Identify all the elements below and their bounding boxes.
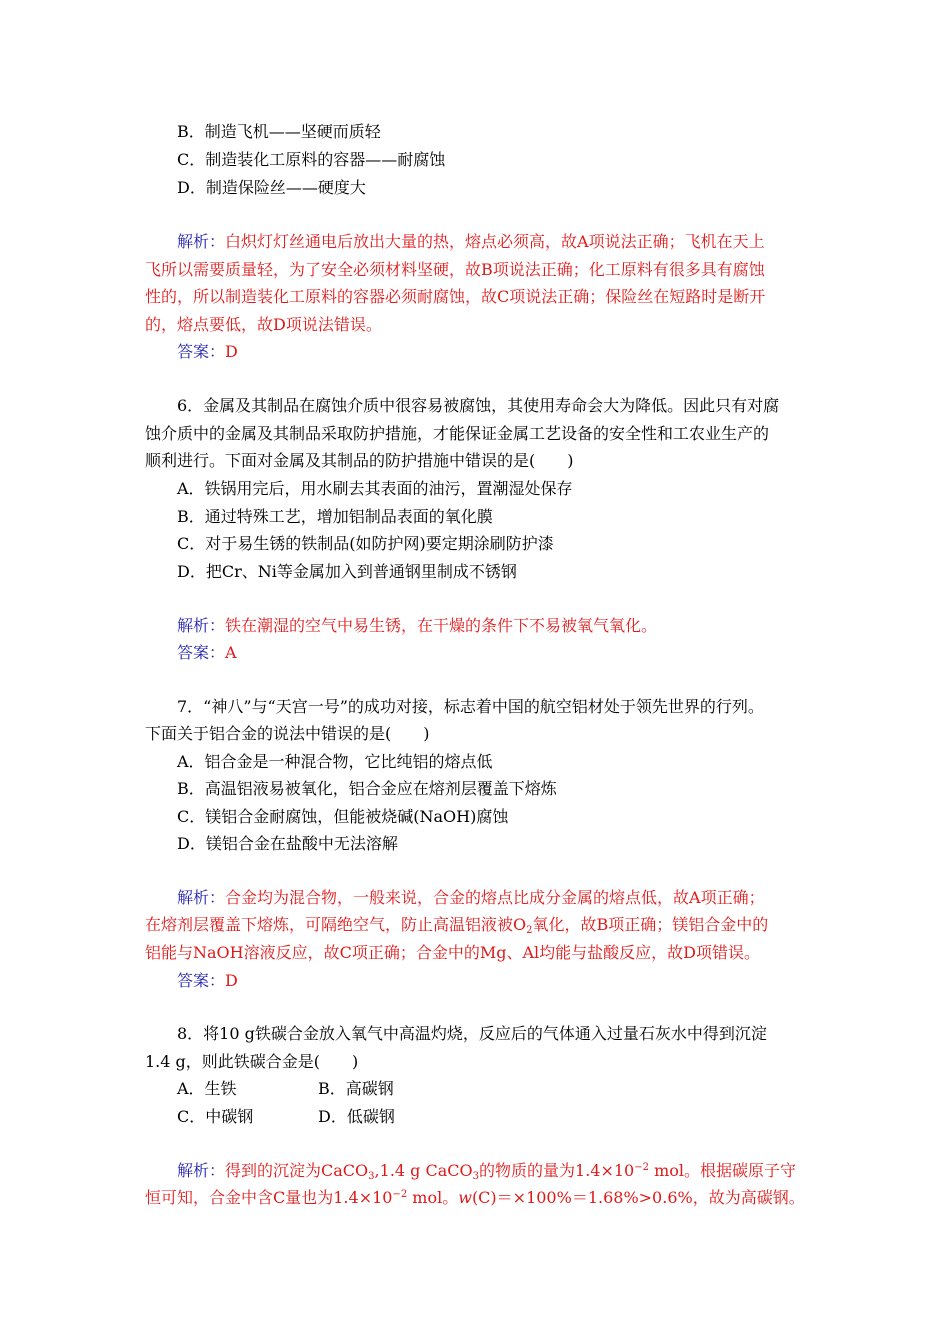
q6-option-d: D．把Cr、Ni等金属加入到普通钢里制成不锈钢 <box>177 562 517 581</box>
q5-analysis-line-3: 性的，所以制造装化工原料的容器必须耐腐蚀，故C项说法正确；保险丝在短路时是断开 <box>145 287 766 306</box>
q7-option-a: A．铝合金是一种混合物，它比纯铝的熔点低 <box>177 752 493 771</box>
q7-answer-value: D <box>225 971 238 990</box>
q8-option-c: C．中碳钢 <box>177 1107 254 1126</box>
q5-answer-label: 答案： <box>177 342 226 361</box>
q8-a1-part-1: 得到的沉淀为CaCO <box>225 1161 369 1180</box>
q5-answer <box>177 342 238 362</box>
q6-analysis-text: 铁在潮湿的空气中易生锈，在干燥的条件下不易被氧气氧化。 <box>225 616 658 635</box>
q8-option-b: B．高碳钢 <box>318 1079 394 1098</box>
q8-analysis-text-1 <box>225 1161 796 1180</box>
q6-option-b: B．通过特殊工艺，增加铝制品表面的氧化膜 <box>177 507 493 526</box>
q6-answer-value: A <box>225 643 237 662</box>
q8-a2-superscript: −2 <box>392 1189 408 1200</box>
q8-a1-part-3: 的物质的量为1.4×10 <box>479 1161 635 1180</box>
q7-analysis-line-3: 铝能与NaOH溶液反应，故C项正确；合金中的Mg、Al均能与盐酸反应，故D项错误。 <box>145 943 760 962</box>
q7-analysis-text-2b: 氧化，故B项正确；镁铝合金中的 <box>532 915 769 934</box>
q6-stem-line-3: 顺利进行。下面对金属及其制品的防护措施中错误的是( ) <box>145 451 574 470</box>
q5-analysis-line-4: 的，熔点要低，故D项说法错误。 <box>145 315 382 334</box>
q5-answer-value: D <box>225 342 238 361</box>
q7-option-b: B．高温铝液易被氧化，铝合金应在熔剂层覆盖下熔炼 <box>177 779 557 798</box>
q6-analysis-label: 解析： <box>177 616 226 635</box>
q8-analysis-line-2 <box>145 1188 805 1208</box>
q8-a2-part-1: 恒可知，合金中含C量也为1.4×10 <box>145 1188 393 1207</box>
q6-stem-line-1: 6．金属及其制品在腐蚀介质中很容易被腐蚀，其使用寿命会大为降低。因此只有对腐 <box>177 396 780 415</box>
q6-answer-label: 答案： <box>177 643 226 662</box>
q5-analysis-text-1: 白炽灯灯丝通电后放出大量的热，熔点必须高，故A项说法正确；飞机在天上 <box>225 232 765 251</box>
q5-option-d: D．制造保险丝——硬度大 <box>177 178 366 197</box>
q6-answer <box>177 643 237 663</box>
q7-option-c: C．镁铝合金耐腐蚀，但能被烧碱(NaOH)腐蚀 <box>177 807 509 826</box>
q5-option-b: B．制造飞机——坚硬而质轻 <box>177 122 381 141</box>
q6-analysis <box>177 616 657 636</box>
q7-stem-line-2: 下面关于铝合金的说法中错误的是( ) <box>145 724 430 743</box>
q7-analysis-line-1 <box>177 888 765 908</box>
q8-a1-part-2: ,1.4 g CaCO <box>374 1161 473 1180</box>
q8-a1-superscript: −2 <box>634 1162 649 1173</box>
q6-stem-line-2: 蚀介质中的金属及其制品采取防护措施，才能保证金属工艺设备的安全性和工农业生产的 <box>145 424 770 443</box>
q8-a2-w-symbol: w <box>458 1188 472 1207</box>
q8-stem-line-1: 8．将10 g铁碳合金放入氧气中高温灼烧，反应后的气体通入过量石灰水中得到沉淀 <box>177 1024 767 1043</box>
q8-a1-subscript-1: 3 <box>368 1171 375 1182</box>
q8-a1-subscript-2: 3 <box>472 1171 480 1182</box>
q7-analysis-text-1: 合金均为混合物，一般来说，合金的熔点比成分金属的熔点低，故A项正确； <box>225 888 765 907</box>
q7-analysis-text-2a: 在熔剂层覆盖下熔炼，可隔绝空气，防止高温铝液被O <box>145 915 527 934</box>
q7-answer <box>177 971 238 991</box>
q5-analysis-line-1 <box>177 232 765 252</box>
q8-option-d: D．低碳钢 <box>318 1107 395 1126</box>
q5-analysis-line-2: 飞所以需要质量轻，为了安全必须材料坚硬，故B项说法正确；化工原料有很多具有腐蚀 <box>145 260 765 279</box>
q8-option-a: A．生铁 <box>177 1079 237 1098</box>
q7-stem-line-1: 7．“神八”与“天宫一号”的成功对接，标志着中国的航空铝材处于领先世界的行列。 <box>177 697 764 716</box>
q8-a2-part-2: mol。 <box>407 1188 459 1207</box>
q7-option-d: D．镁铝合金在盐酸中无法溶解 <box>177 834 398 853</box>
q8-a2-part-3: (C)＝×100%＝1.68%>0.6%，故为高碳钢。 <box>471 1188 805 1207</box>
q7-analysis-line-2 <box>145 915 768 935</box>
q6-option-a: A．铁锅用完后，用水刷去其表面的油污，置潮湿处保存 <box>177 479 573 498</box>
q7-o2-subscript: 2 <box>526 925 533 936</box>
q7-answer-label: 答案： <box>177 971 226 990</box>
q8-stem-line-2: 1.4 g，则此铁碳合金是( ) <box>145 1052 359 1071</box>
q8-analysis-line-1 <box>177 1161 796 1181</box>
q7-analysis-label: 解析： <box>177 888 226 907</box>
q8-analysis-label: 解析： <box>177 1161 226 1180</box>
q6-option-c: C．对于易生锈的铁制品(如防护网)要定期涂刷防护漆 <box>177 534 554 553</box>
q8-a1-part-4: mol。根据碳原子守 <box>648 1161 796 1180</box>
q5-option-c: C．制造装化工原料的容器——耐腐蚀 <box>177 150 446 169</box>
q5-analysis-label: 解析： <box>177 232 226 251</box>
